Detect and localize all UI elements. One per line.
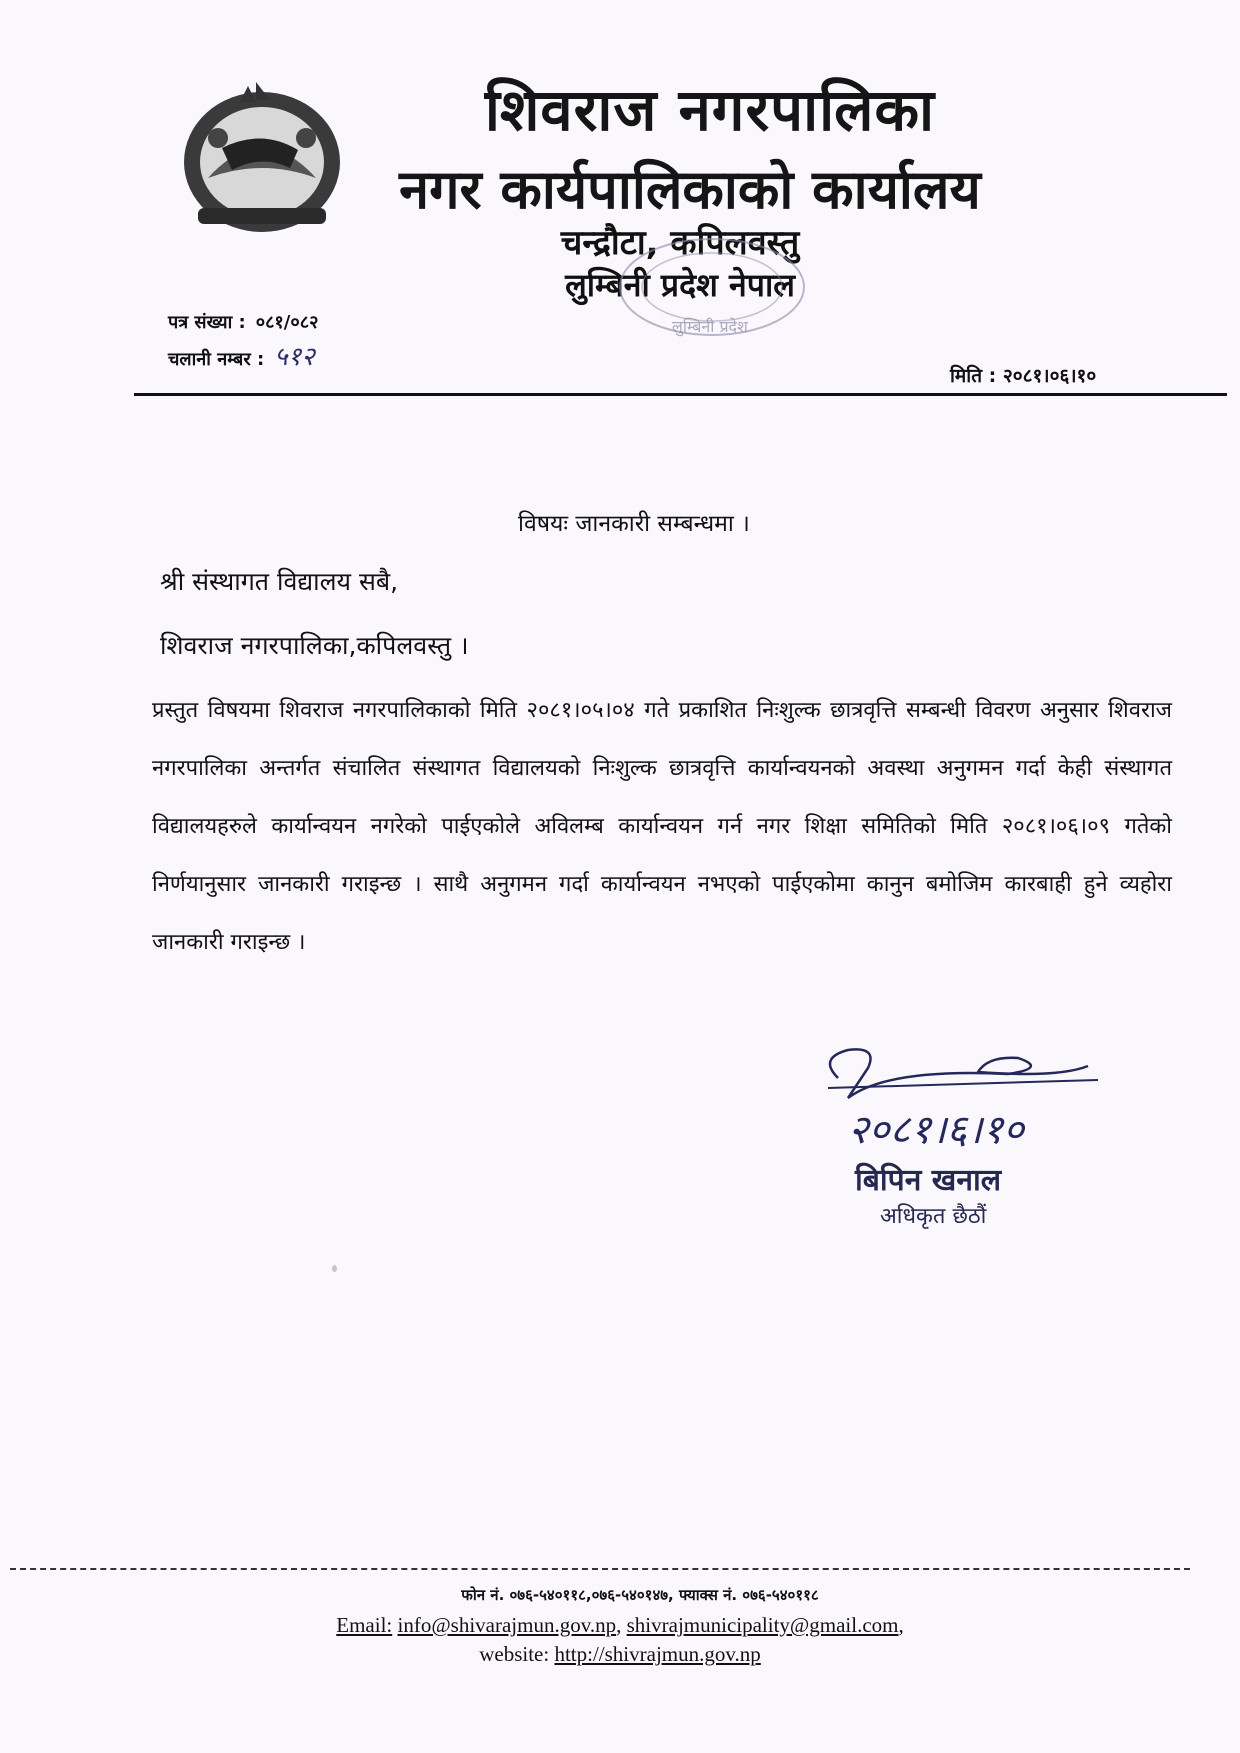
date-value: २०८१।०६।१०: [1002, 365, 1097, 387]
address-line-2: लुम्बिनी प्रदेश नेपाल: [565, 266, 795, 304]
patra-sankhya-value: ०८१/०८२: [255, 312, 319, 333]
addressee-line-1: श्री संस्थागत विद्यालय सबै,: [160, 567, 399, 596]
chalani-number-value: ५१२: [274, 342, 315, 372]
reference-block: [168, 306, 318, 377]
body-paragraph: प्रस्तुत विषयमा शिवराज नगरपालिकाको मिति २०८१।०५।०४ गते प्रकाशित निःशुल्क छात्रवृत्ति सम्बन्धी विवरण अनुसार शिवराज नगरपालिका अन्तर्गत संचालित संस्थागत विद्यालयको निःशुल्क छात्रवृत्ति कार्यान्वयनको अवस्था अनुगमन गर्दा केही संस्थागत विद्यालयहरुले कार्यान्वयन नगरेको पाईएकोले अविलम्ब कार्यान्वयन गर्न नगर शिक्षा समितिको मिति २०८१।०६।०९ गतेको निर्णयानुसार जानकारी गराइन्छ । साथै अनुगमन गर्दा कार्यान्वयन नभएको पाईएकोमा कानुन बमोजिम कारबाही हुने व्यहोरा जानकारी गराइन्छ ।: [152, 698, 1172, 955]
letter-date: [950, 362, 1096, 388]
footer-phone: फोन नं. ०७६-५४०११८,०७६-५४०१४७, फ्याक्स नं. ०७६-५४०११८: [461, 1586, 819, 1604]
chalani-number-label: चलानी नम्बर :: [168, 349, 265, 370]
date-label: मिति :: [950, 365, 997, 387]
nepal-government-emblem-icon: [178, 78, 346, 236]
email-link-2[interactable]: shivrajmunicipality@gmail.com: [626, 1613, 899, 1637]
email-label: Email:: [336, 1613, 393, 1637]
address-line-1: चन्द्रौटा, कपिलवस्तु: [560, 223, 800, 263]
patra-sankhya-row: [168, 306, 318, 340]
signatory-name: बिपिन खनाल: [855, 1163, 1002, 1198]
svg-text:लुम्बिनी प्रदेश: लुम्बिनी प्रदेश: [672, 317, 748, 336]
header-divider: [134, 393, 1227, 396]
footer-divider: [10, 1568, 1190, 1570]
chalani-number-row: [168, 340, 318, 377]
email-separator: ,: [616, 1613, 622, 1637]
email-trailing: ,: [898, 1613, 904, 1637]
municipality-name: शिवराज नगरपालिका: [484, 76, 936, 144]
website-label: website:: [479, 1642, 550, 1666]
signature-date: २०८१।६।१०: [848, 1107, 1024, 1153]
signatory-designation: अधिकृत छैठौं: [880, 1204, 987, 1229]
footer-website-line: [0, 1642, 1240, 1667]
patra-sankhya-label: पत्र संख्या :: [168, 312, 246, 333]
addressee-line-2: शिवराज नगरपालिका,कपिलवस्तु ।: [160, 631, 469, 660]
paper-speck: [332, 1265, 337, 1272]
handwritten-signature: [808, 1038, 1128, 1158]
website-link[interactable]: http://shivrajmun.gov.np: [554, 1642, 761, 1666]
footer: [0, 1585, 1240, 1667]
subject-line: विषयः जानकारी सम्बन्धमा ।: [518, 511, 750, 537]
office-stamp: [612, 232, 812, 342]
email-link-1[interactable]: info@shivarajmun.gov.np: [397, 1613, 617, 1637]
footer-email-line: [0, 1613, 1240, 1638]
office-name: नगर कार्यपालिकाको कार्यालय: [399, 158, 981, 221]
